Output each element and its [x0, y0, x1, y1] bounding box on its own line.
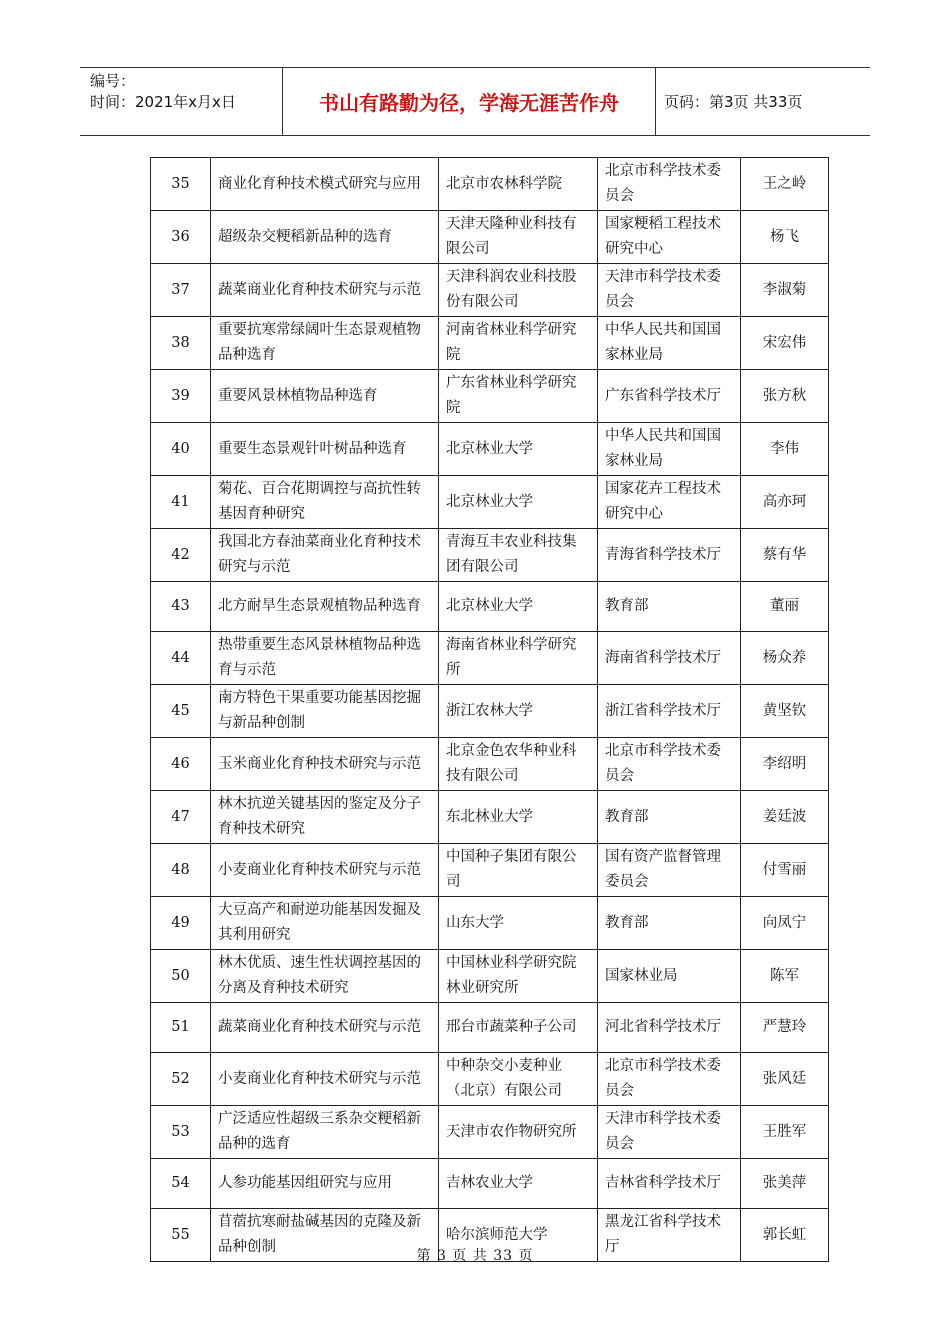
page-header: [80, 67, 870, 136]
project-name-cell: 热带重要生态风景林植物品种选育与示范: [211, 632, 439, 685]
table-row: [151, 791, 829, 844]
competent-department-cell: 河北省科学技术厅: [598, 1003, 741, 1053]
competent-department-cell: 海南省科学技术厅: [598, 632, 741, 685]
project-leader-cell: 王胜军: [741, 1106, 829, 1159]
project-leader-cell: 李淑菊: [741, 264, 829, 317]
competent-department-cell: 国家林业局: [598, 950, 741, 1003]
project-leader-cell: 张方秋: [741, 370, 829, 423]
undertaking-unit-cell: 北京金色农华种业科技有限公司: [439, 738, 598, 791]
project-leader-cell: 蔡有华: [741, 529, 829, 582]
table-row: [151, 685, 829, 738]
project-leader-cell: 郭长虹: [741, 1209, 829, 1262]
row-number-cell: 36: [151, 211, 211, 264]
undertaking-unit-cell: 山东大学: [439, 897, 598, 950]
project-leader-cell: 李伟: [741, 423, 829, 476]
project-name-cell: 苜蓿抗寒耐盐碱基因的克隆及新品种创制: [211, 1209, 439, 1262]
competent-department-cell: 天津市科学技术委员会: [598, 264, 741, 317]
undertaking-unit-cell: 北京市农林科学院: [439, 158, 598, 211]
undertaking-unit-cell: 北京林业大学: [439, 582, 598, 632]
undertaking-unit-cell: 中种杂交小麦种业（北京）有限公司: [439, 1053, 598, 1106]
project-name-cell: 菊花、百合花期调控与高抗性转基因育种研究: [211, 476, 439, 529]
project-name-cell: 重要生态景观针叶树品种选育: [211, 423, 439, 476]
project-name-cell: 南方特色干果重要功能基因挖掘与新品种创制: [211, 685, 439, 738]
table-row: [151, 158, 829, 211]
undertaking-unit-cell: 河南省林业科学研究院: [439, 317, 598, 370]
row-number-cell: 44: [151, 632, 211, 685]
row-number-cell: 50: [151, 950, 211, 1003]
project-leader-cell: 李绍明: [741, 738, 829, 791]
undertaking-unit-cell: 吉林农业大学: [439, 1159, 598, 1209]
project-leader-cell: 宋宏伟: [741, 317, 829, 370]
row-number-cell: 45: [151, 685, 211, 738]
undertaking-unit-cell: 浙江农林大学: [439, 685, 598, 738]
project-leader-cell: 向凤宁: [741, 897, 829, 950]
table-row: [151, 264, 829, 317]
row-number-cell: 46: [151, 738, 211, 791]
row-number-cell: 51: [151, 1003, 211, 1053]
competent-department-cell: 青海省科学技术厅: [598, 529, 741, 582]
undertaking-unit-cell: 北京林业大学: [439, 423, 598, 476]
row-number-cell: 38: [151, 317, 211, 370]
undertaking-unit-cell: 天津天隆种业科技有限公司: [439, 211, 598, 264]
undertaking-unit-cell: 邢台市蔬菜种子公司: [439, 1003, 598, 1053]
undertaking-unit-cell: 广东省林业科学研究院: [439, 370, 598, 423]
competent-department-cell: 中华人民共和国国家林业局: [598, 423, 741, 476]
undertaking-unit-cell: 中国种子集团有限公司: [439, 844, 598, 897]
row-number-cell: 55: [151, 1209, 211, 1262]
project-name-cell: 人参功能基因组研究与应用: [211, 1159, 439, 1209]
project-name-cell: 广泛适应性超级三系杂交粳稻新品种的选育: [211, 1106, 439, 1159]
row-number-cell: 40: [151, 423, 211, 476]
competent-department-cell: 国家粳稻工程技术研究中心: [598, 211, 741, 264]
project-name-cell: 重要风景林植物品种选育: [211, 370, 439, 423]
competent-department-cell: 北京市科学技术委员会: [598, 158, 741, 211]
table-body: [151, 158, 829, 1262]
project-name-cell: 超级杂交粳稻新品种的选育: [211, 211, 439, 264]
competent-department-cell: 北京市科学技术委员会: [598, 738, 741, 791]
competent-department-cell: 天津市科学技术委员会: [598, 1106, 741, 1159]
competent-department-cell: 中华人民共和国国家林业局: [598, 317, 741, 370]
competent-department-cell: 北京市科学技术委员会: [598, 1053, 741, 1106]
project-name-cell: 重要抗寒常绿阔叶生态景观植物品种选育: [211, 317, 439, 370]
project-leader-cell: 张风廷: [741, 1053, 829, 1106]
table-row: [151, 423, 829, 476]
row-number-cell: 54: [151, 1159, 211, 1209]
competent-department-cell: 教育部: [598, 897, 741, 950]
table-row: [151, 529, 829, 582]
competent-department-cell: 国家花卉工程技术研究中心: [598, 476, 741, 529]
date-label: 时间：2021年x月x日: [90, 93, 236, 111]
project-name-cell: 我国北方春油菜商业化育种技术研究与示范: [211, 529, 439, 582]
project-leader-cell: 董丽: [741, 582, 829, 632]
page-info: 页码：第3页 共33页: [664, 93, 803, 111]
project-leader-cell: 严慧玲: [741, 1003, 829, 1053]
competent-department-cell: 浙江省科学技术厅: [598, 685, 741, 738]
row-number-cell: 35: [151, 158, 211, 211]
project-leader-cell: 高亦珂: [741, 476, 829, 529]
table-row: [151, 1053, 829, 1106]
project-leader-cell: 付雪丽: [741, 844, 829, 897]
competent-department-cell: 教育部: [598, 582, 741, 632]
row-number-cell: 49: [151, 897, 211, 950]
project-name-cell: 蔬菜商业化育种技术研究与示范: [211, 1003, 439, 1053]
row-number-cell: 37: [151, 264, 211, 317]
table-row: [151, 1003, 829, 1053]
table-row: [151, 950, 829, 1003]
project-leader-cell: 陈军: [741, 950, 829, 1003]
project-name-cell: 北方耐旱生态景观植物品种选育: [211, 582, 439, 632]
project-name-cell: 林木抗逆关键基因的鉴定及分子育种技术研究: [211, 791, 439, 844]
project-leader-cell: 王之岭: [741, 158, 829, 211]
project-name-cell: 蔬菜商业化育种技术研究与示范: [211, 264, 439, 317]
undertaking-unit-cell: 青海互丰农业科技集团有限公司: [439, 529, 598, 582]
table-row: [151, 211, 829, 264]
table-row: [151, 738, 829, 791]
competent-department-cell: 教育部: [598, 791, 741, 844]
project-leader-cell: 黄坚钦: [741, 685, 829, 738]
project-name-cell: 大豆高产和耐逆功能基因发掘及其利用研究: [211, 897, 439, 950]
competent-department-cell: 国有资产监督管理委员会: [598, 844, 741, 897]
row-number-cell: 39: [151, 370, 211, 423]
undertaking-unit-cell: 中国林业科学研究院林业研究所: [439, 950, 598, 1003]
row-number-cell: 43: [151, 582, 211, 632]
project-leader-cell: 姜廷波: [741, 791, 829, 844]
row-number-cell: 48: [151, 844, 211, 897]
row-number-cell: 47: [151, 791, 211, 844]
project-leader-cell: 杨众养: [741, 632, 829, 685]
table-row: [151, 1159, 829, 1209]
page-footer: 第 3 页 共 33 页: [416, 1248, 534, 1264]
competent-department-cell: 吉林省科学技术厅: [598, 1159, 741, 1209]
table-row: [151, 582, 829, 632]
code-label: 编号：: [90, 72, 136, 90]
competent-department-cell: 广东省科学技术厅: [598, 370, 741, 423]
undertaking-unit-cell: 海南省林业科学研究所: [439, 632, 598, 685]
project-table: [150, 157, 829, 1262]
row-number-cell: 41: [151, 476, 211, 529]
undertaking-unit-cell: 天津科润农业科技股份有限公司: [439, 264, 598, 317]
row-number-cell: 42: [151, 529, 211, 582]
undertaking-unit-cell: 东北林业大学: [439, 791, 598, 844]
header-meta: [80, 68, 283, 135]
undertaking-unit-cell: 哈尔滨师范大学: [439, 1209, 598, 1262]
table-row: [151, 317, 829, 370]
project-name-cell: 商业化育种技术模式研究与应用: [211, 158, 439, 211]
project-name-cell: 小麦商业化育种技术研究与示范: [211, 844, 439, 897]
table-row: [151, 897, 829, 950]
row-number-cell: 53: [151, 1106, 211, 1159]
project-name-cell: 小麦商业化育种技术研究与示范: [211, 1053, 439, 1106]
undertaking-unit-cell: 天津市农作物研究所: [439, 1106, 598, 1159]
table-row: [151, 370, 829, 423]
table-row: [151, 632, 829, 685]
project-leader-cell: 张美萍: [741, 1159, 829, 1209]
table-row: [151, 1106, 829, 1159]
project-leader-cell: 杨飞: [741, 211, 829, 264]
undertaking-unit-cell: 北京林业大学: [439, 476, 598, 529]
table-row: [151, 844, 829, 897]
competent-department-cell: 黑龙江省科学技术厅: [598, 1209, 741, 1262]
project-name-cell: 林木优质、速生性状调控基因的分离及育种技术研究: [211, 950, 439, 1003]
table-row: [151, 476, 829, 529]
project-name-cell: 玉米商业化育种技术研究与示范: [211, 738, 439, 791]
motto: 书山有路勤为径，学海无涯苦作舟: [283, 68, 656, 135]
row-number-cell: 52: [151, 1053, 211, 1106]
